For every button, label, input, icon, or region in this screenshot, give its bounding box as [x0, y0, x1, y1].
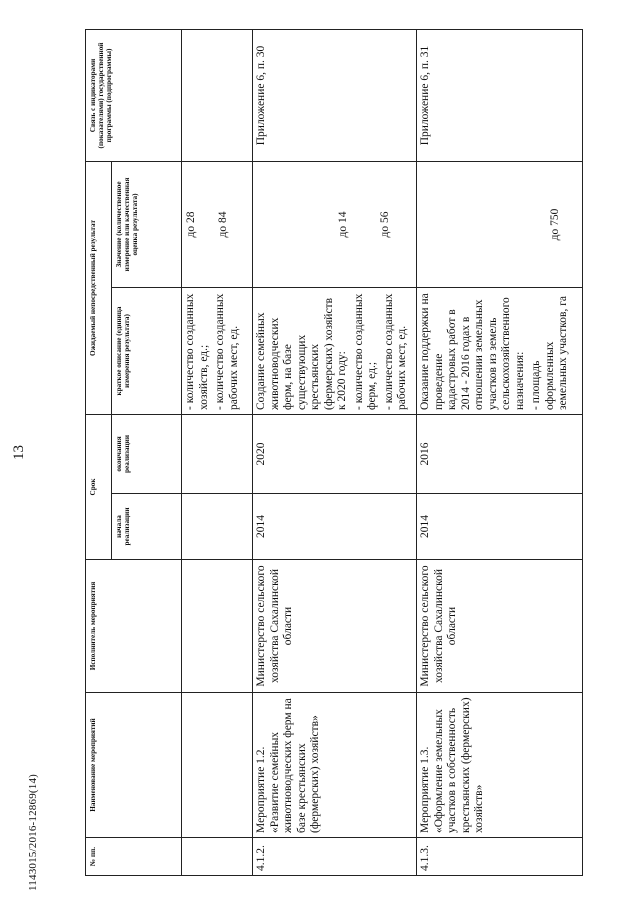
cell-num: 4.1.2.: [253, 838, 417, 876]
value-1: до 750: [549, 208, 561, 241]
desc-line: Оказание поддержки на проведение кадастровых работ в 2014 - 2016 годах в отношении земельных участков из земель сельскохозяйственного назначения:: [419, 293, 526, 410]
desc-line: - количество созданных рабочих мест, ед.: [382, 293, 408, 410]
table-row: [253, 30, 417, 876]
header-result-value: Значение (количественное измерение или качественная оценка результата): [112, 162, 182, 288]
value-2: до 84: [216, 211, 229, 238]
table-row: [417, 30, 583, 876]
page-number: 13: [11, 445, 27, 460]
cell-num: [182, 838, 253, 876]
table-row: [182, 30, 253, 876]
cell-desc: [253, 288, 417, 415]
value-1: до 14: [337, 211, 349, 238]
cell-desc: [182, 288, 253, 415]
cell-end: 2016: [417, 415, 583, 494]
cell-start: [182, 494, 253, 560]
cell-name: Мероприятие 1.3. «Оформление земельных участков в собственность крестьянских (фермерских) хозяйств»: [417, 693, 583, 838]
header-name: Наименование мероприятий: [86, 693, 182, 838]
cell-executor: Министерство сельского хозяйства Сахалинской области: [253, 560, 417, 693]
cell-executor: [182, 560, 253, 693]
cell-value: [182, 162, 253, 288]
value-1: до 28: [185, 211, 197, 238]
header-result-desc: краткое описание (единица измерения результата): [112, 288, 182, 415]
header-num: № пп.: [86, 838, 182, 876]
header-row-1: [86, 30, 112, 876]
header-result: Ожидаемый непосредственный результат: [86, 162, 112, 415]
header-term: Срок: [86, 415, 112, 560]
header-link: Связь с индикаторами (показателями) государственной программы (подпрограммы): [86, 30, 182, 162]
desc-line: - количество созданных ферм, ед.;: [352, 293, 378, 410]
document-code: 1143015/2016-12869(14): [27, 773, 39, 891]
cell-value: [417, 162, 583, 288]
cell-end: 2020: [253, 415, 417, 494]
cell-start: 2014: [417, 494, 583, 560]
cell-link: Приложение 6, п. 30: [253, 30, 417, 162]
cell-end: [182, 415, 253, 494]
cell-desc: [417, 288, 583, 415]
desc-line: - площадь оформленных земельных участков, га: [530, 295, 569, 410]
header-executor: Исполнитель мероприятия: [86, 560, 182, 693]
desc-line: - количество созданных рабочих мест, ед.: [214, 293, 240, 410]
cell-name: [182, 693, 253, 838]
desc-line: Создание семейных животноводческих ферм, на базе существующих крестьянских (фермерских) хозяйств к 2020 году:: [255, 297, 348, 410]
cell-link: Приложение 6, п. 31: [417, 30, 583, 162]
cell-executor: Министерство сельского хозяйства Сахалинской области: [417, 560, 583, 693]
cell-link: [182, 30, 253, 162]
cell-value: [253, 162, 417, 288]
desc-line: - количество созданных хозяйств, ед.;: [184, 293, 210, 410]
events-table: [85, 29, 583, 876]
header-term-start: начала реализации: [112, 494, 182, 560]
value-2: до 56: [378, 211, 391, 238]
cell-name: Мероприятие 1.2. «Развитие семейных животноводческих ферм на базе крестьянских (фермерских) хозяйств»: [253, 693, 417, 838]
cell-num: 4.1.3.: [417, 838, 583, 876]
header-term-end: окончания реализации: [112, 415, 182, 494]
cell-start: 2014: [253, 494, 417, 560]
